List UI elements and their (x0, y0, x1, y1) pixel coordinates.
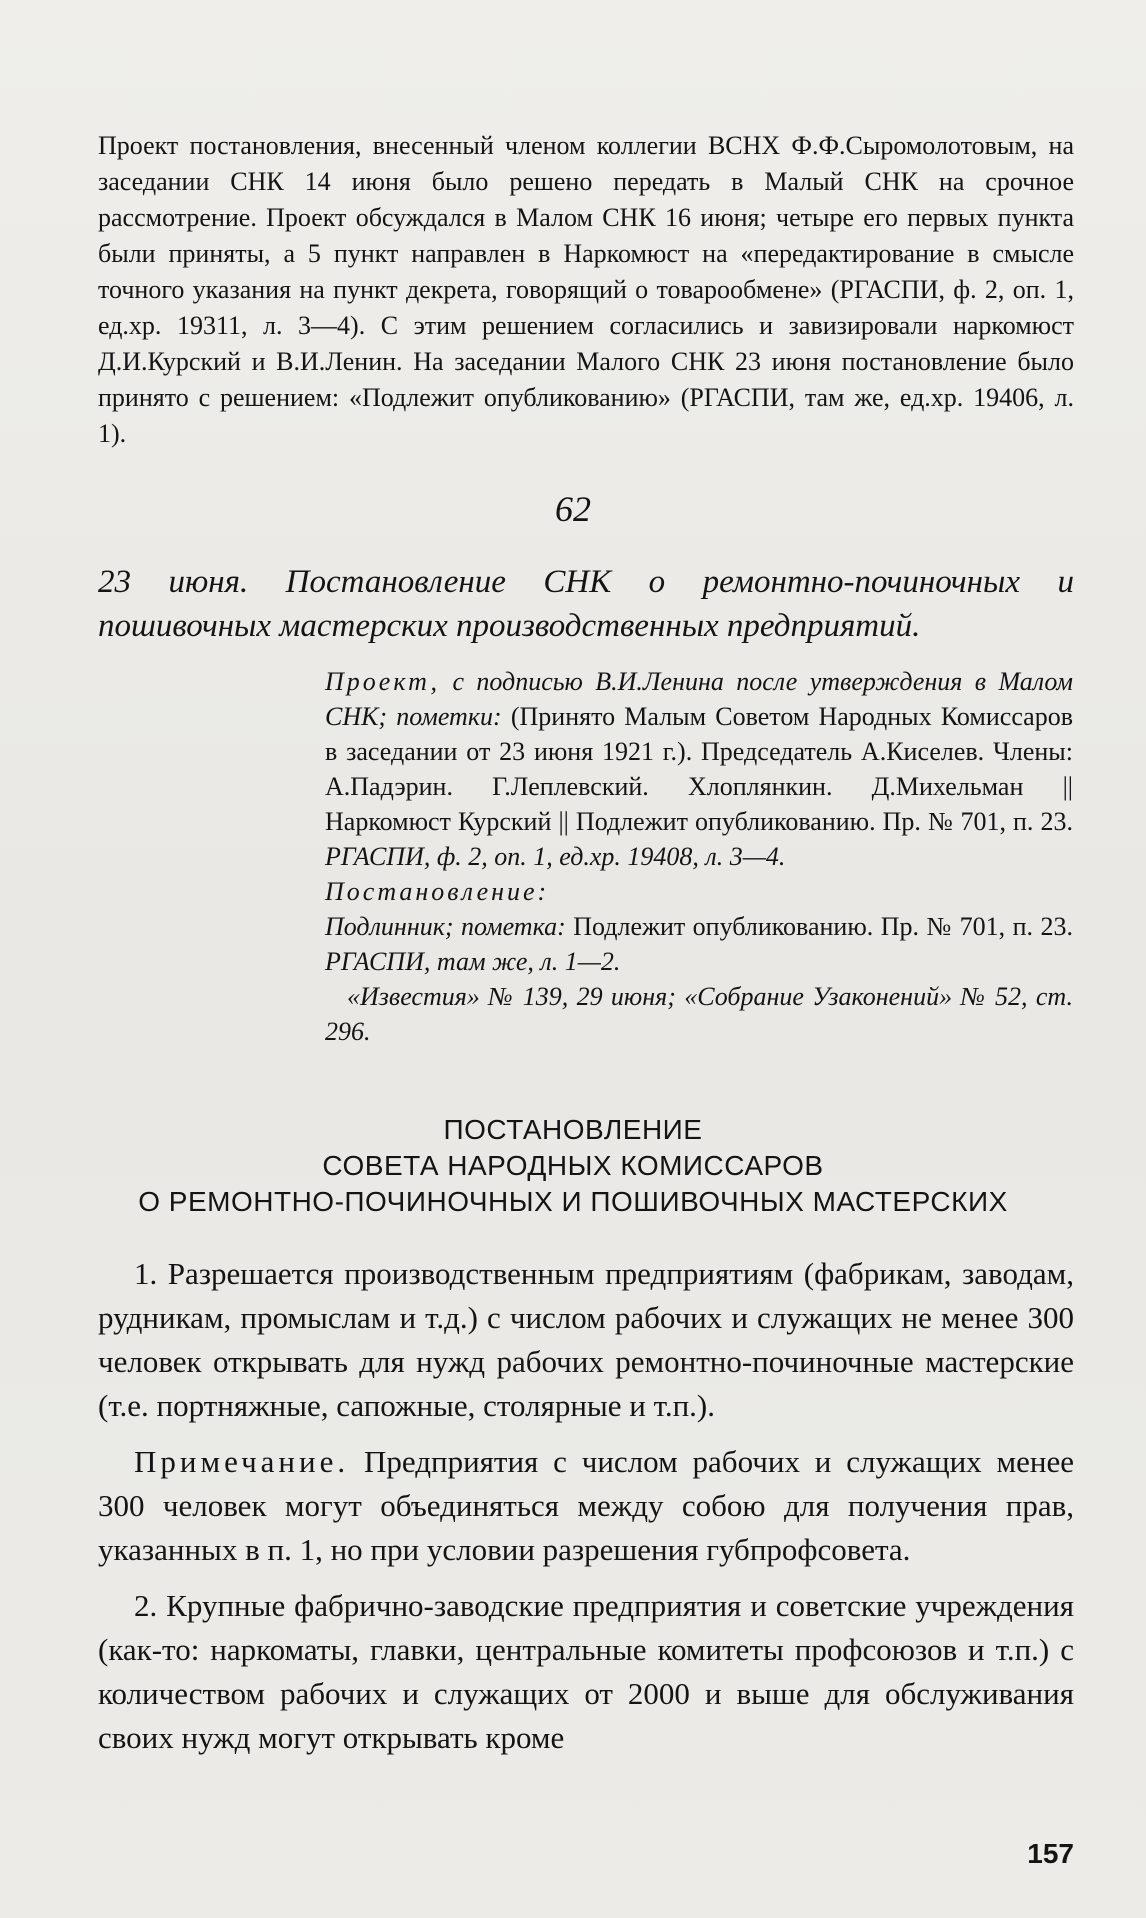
project-notes: (Принято Малым Советом Народных Комиссаров в заседании от 23 июня 1921 г.). Председатель А.Киселев. Члены: А.Падэрин. Г.Леплевский. Хлоплянкин. Д.Михельман || Наркомюст Курский || Подлежит опубликованию. Пр. № 701, п. 23. (325, 702, 1073, 836)
project-archive: РГАСПИ, ф. 2, оп. 1, ед.хр. 19408, л. 3—4. (325, 842, 786, 871)
clause-1: 1. Разрешается производственным предприятиям (фабрикам, заводам, рудникам, промыслам и т.д.) с числом рабочих и служащих не менее 300 человек открывать для нужд рабочих ремонтно-починочные мастерские (т.е. портняжные, сапожные, столярные и т.п.). (98, 1256, 1074, 1423)
resolution-body (98, 1252, 1074, 1772)
note-label: Примечание. (134, 1444, 350, 1479)
project-italic: с подписью В.И.Ленина после утверждения в Малом СНК; пометки: (325, 667, 1073, 731)
original-italic: Подлинник; пометка: (325, 912, 566, 941)
original-notes: Подлежит опубликованию. Пр. № 701, п. 23. (573, 912, 1074, 941)
note-text: Предприятия с числом рабочих и служащих менее 300 человек могут объединяться между собою для получения прав, указанных в п. 1, но при условии разрешения губпрофсовета. (98, 1444, 1075, 1567)
source-resolution-label (325, 874, 1073, 909)
document-number: 62 (555, 489, 591, 529)
resolution-label: Постановление: (325, 877, 550, 906)
document-title: 23 июня. Постановление СНК о ремонтно-починочных и пошивочных мастерских производственных предприятий. (98, 564, 1074, 644)
source-block (325, 664, 1073, 1049)
original-archive: РГАСПИ, там же, л. 1—2. (325, 947, 621, 976)
clause-2: 2. Крупные фабрично-заводские предприятия и советские учреждения (как-то: наркоматы, главки, центральные комитеты профсоюзов и т.п.) с количеством рабочих и служащих от 2000 и выше для обслуживания своих нужд могут открывать кроме (98, 1588, 1074, 1755)
heading-line-3: О РЕМОНТНО-ПОЧИНОЧНЫХ И ПОШИВОЧНЫХ МАСТЕРСКИХ (138, 1186, 1008, 1217)
intro-note (98, 128, 1074, 452)
project-label: Проект, (325, 667, 441, 696)
heading-line-2: СОВЕТА НАРОДНЫХ КОМИССАРОВ (322, 1150, 824, 1181)
heading-line-1: ПОСТАНОВЛЕНИЕ (443, 1114, 703, 1145)
intro-paragraph: Проект постановления, внесенный членом коллегии ВСНХ Ф.Ф.Сыромолотовым, на заседании СНК 14 июня было решено передать в Малый СНК на срочное рассмотрение. Проект обсуждался в Малом СНК 16 июня; четыре его первых пункта были приняты, а 5 пункт направлен в Наркомюст на «передактирование в смысле точного указания на пункт декрета, говорящий о товарообмене» (РГАСПИ, ф. 2, оп. 1, ед.хр. 19311, л. 3—4). С этим решением согласились и завизировали наркомюст Д.И.Курский и В.И.Ленин. На заседании Малого СНК 23 июня постановление было принято с решением: «Подлежит опубликованию» (РГАСПИ, там же, ед.хр. 19406, л. 1). (98, 131, 1074, 448)
source-publication: «Известия» № 139, 29 июня; «Собрание Узаконений» № 52, ст. 296. (325, 982, 1073, 1046)
clause-note (98, 1440, 1074, 1572)
source-original (325, 909, 1073, 979)
page-number: 157 (1027, 1838, 1074, 1869)
resolution-heading (0, 1112, 1146, 1220)
source-project (325, 664, 1073, 874)
